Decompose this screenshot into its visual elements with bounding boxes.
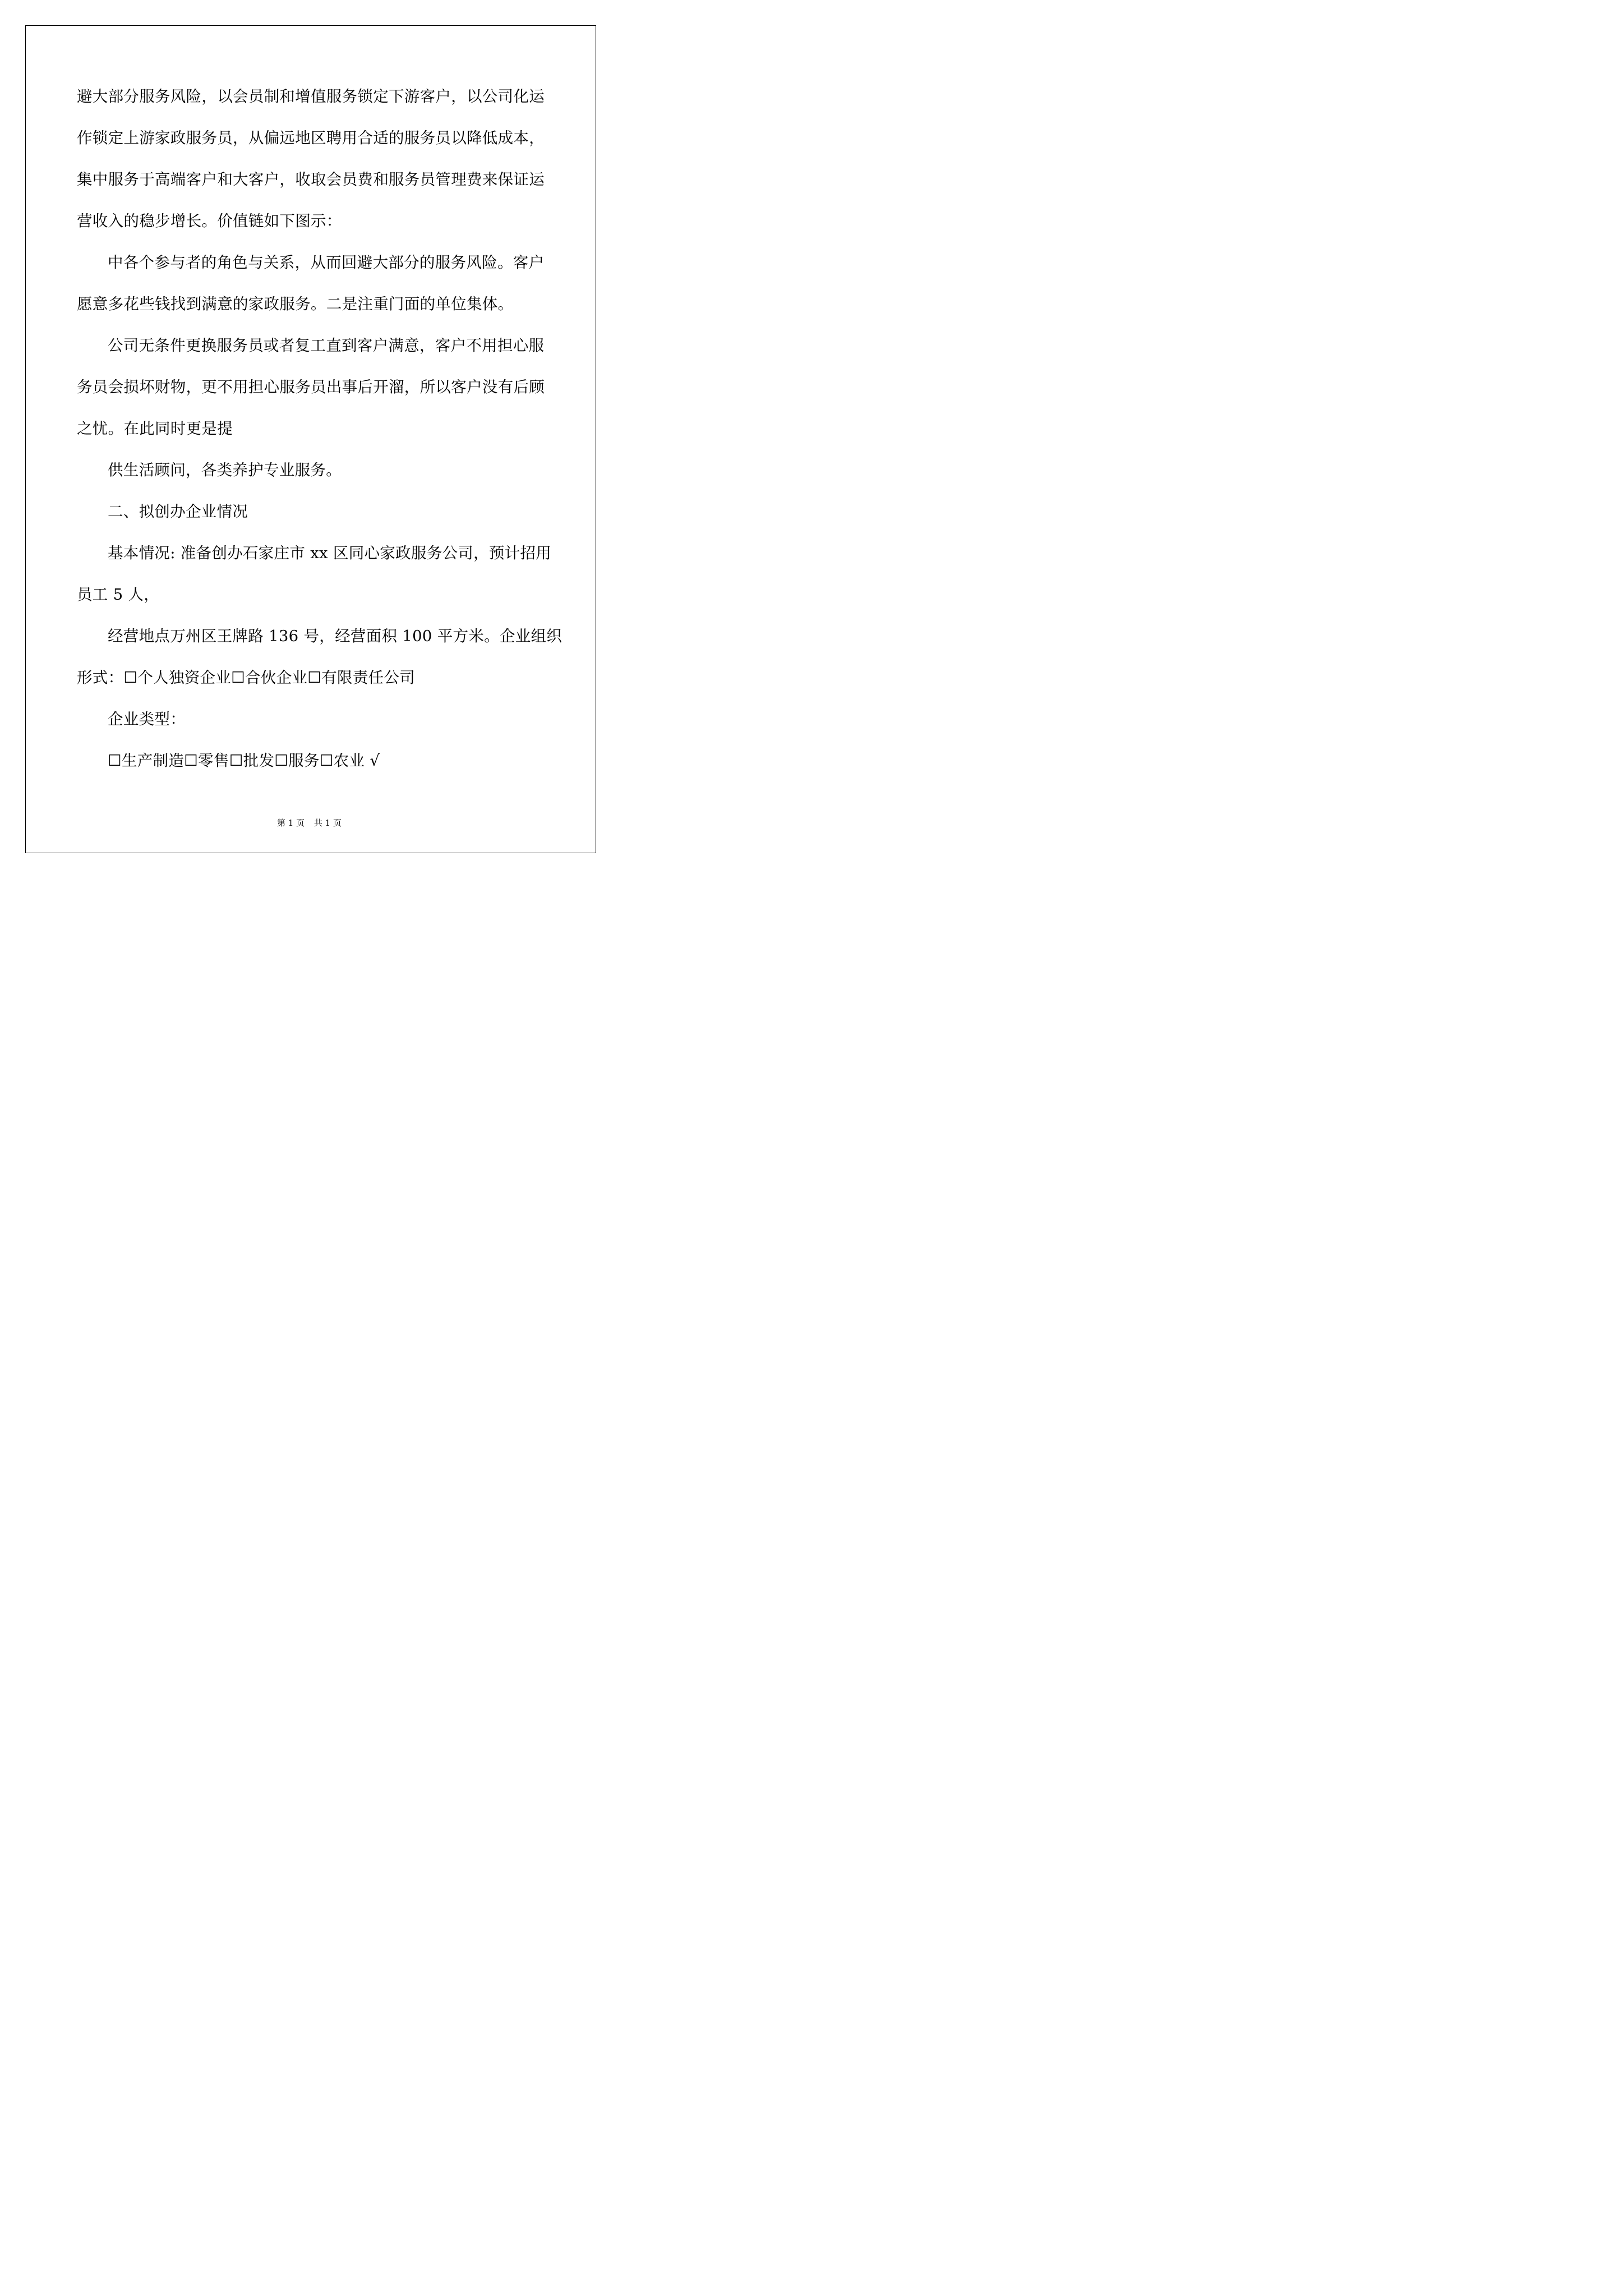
text-line: 避大部分服务风险，以会员制和增值服务锁定下游客户，以公司化运 <box>77 88 545 105</box>
text-line: 经营地点万州区王牌路 136 号，经营面积 100 平方米。企业组织 <box>108 627 562 645</box>
page-border <box>25 25 596 853</box>
text-line: 作锁定上游家政服务员，从偏远地区聘用合适的服务员以降低成本， <box>77 129 545 147</box>
page-number: 第 1 页 <box>277 818 305 828</box>
text-line: 公司无条件更换服务员或者复工直到客户满意，客户不用担心服 <box>108 337 545 355</box>
text-line: ☐生产制造☐零售☐批发☐服务☐农业 √ <box>108 752 380 770</box>
section-heading: 二、拟创办企业情况 <box>108 503 248 521</box>
text-line: 中各个参与者的角色与关系，从而回避大部分的服务风险。客户 <box>108 254 545 272</box>
page-footer <box>0 817 619 829</box>
text-line: 集中服务于高端客户和大客户，收取会员费和服务员管理费来保证运 <box>77 171 545 188</box>
text-line: 供生活顾问，各类养护专业服务。 <box>108 461 342 479</box>
page-total: 共 1 页 <box>313 818 342 828</box>
text-line: 员工 5 人， <box>77 586 160 604</box>
text-line: 企业类型： <box>108 710 186 728</box>
text-line: 基本情况: 准备创办石家庄市 xx 区同心家政服务公司，预计招用 <box>108 544 552 562</box>
text-line: 形式：☐个人独资企业☐合伙企业☐有限责任公司 <box>77 669 416 687</box>
text-line: 之忧。在此同时更是提 <box>77 420 233 438</box>
text-line: 愿意多花些钱找到满意的家政服务。二是注重门面的单位集体。 <box>77 295 514 313</box>
text-line: 务员会损坏财物，更不用担心服务员出事后开溜，所以客户没有后顾 <box>77 378 545 396</box>
text-line: 营收入的稳步增长。价值链如下图示： <box>77 212 342 230</box>
